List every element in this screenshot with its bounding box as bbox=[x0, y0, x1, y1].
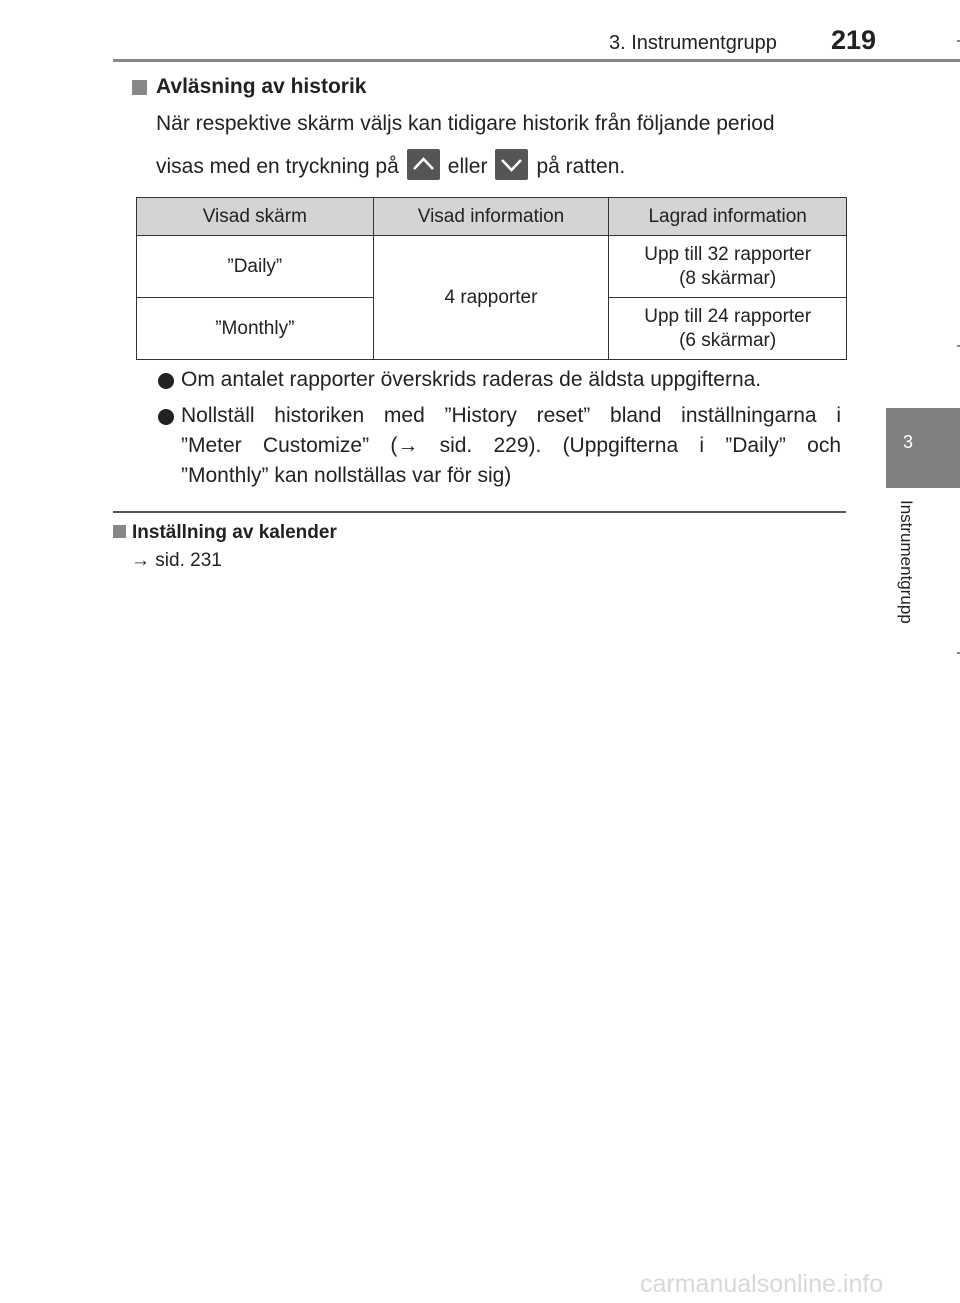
square-bullet-icon bbox=[113, 525, 126, 538]
page-number: 219 bbox=[831, 25, 877, 55]
history-intro-line1: När respektive skärm väljs kan tidigare historik från följande period bbox=[156, 112, 775, 135]
chapter-side-tab bbox=[886, 408, 960, 488]
table-cell-screen: ”Monthly” bbox=[137, 298, 374, 360]
chapter-title: 3. Instrumentgrupp bbox=[609, 32, 777, 54]
table-cell-stored: Upp till 24 rapporter (6 skärmar) bbox=[609, 298, 847, 360]
history-intro-line2: visas med en tryckning på eller på ratten. bbox=[156, 152, 846, 183]
arrow-right-icon: → bbox=[397, 434, 440, 457]
page-reference: → sid. 231 bbox=[131, 550, 222, 571]
watermark: carmanualsonline.info bbox=[640, 1270, 884, 1298]
table-header: Lagrad information bbox=[609, 198, 847, 236]
section-heading-calendar: Inställning av kalender bbox=[113, 522, 337, 544]
table-row bbox=[137, 236, 847, 298]
header-rule bbox=[113, 59, 960, 62]
table-header: Visad information bbox=[373, 198, 609, 236]
table-header-row bbox=[137, 198, 847, 236]
bullet-dot-icon bbox=[158, 409, 174, 425]
bullet-dot-icon bbox=[158, 373, 174, 389]
arrow-right-icon: → bbox=[131, 550, 156, 571]
side-tab-number: 3 bbox=[902, 432, 913, 452]
history-table bbox=[136, 197, 847, 360]
side-tab-label: Instrumentgrupp bbox=[897, 500, 916, 624]
table-cell-shown-info: 4 rapporter bbox=[373, 236, 609, 360]
table-cell-stored: Upp till 32 rapporter (8 skärmar) bbox=[609, 236, 847, 298]
square-bullet-icon bbox=[132, 80, 147, 95]
table-cell-screen: ”Daily” bbox=[137, 236, 374, 298]
chevron-up-icon bbox=[407, 149, 440, 180]
table-header: Visad skärm bbox=[137, 198, 374, 236]
chevron-down-icon bbox=[495, 149, 528, 180]
section-divider bbox=[113, 511, 846, 513]
